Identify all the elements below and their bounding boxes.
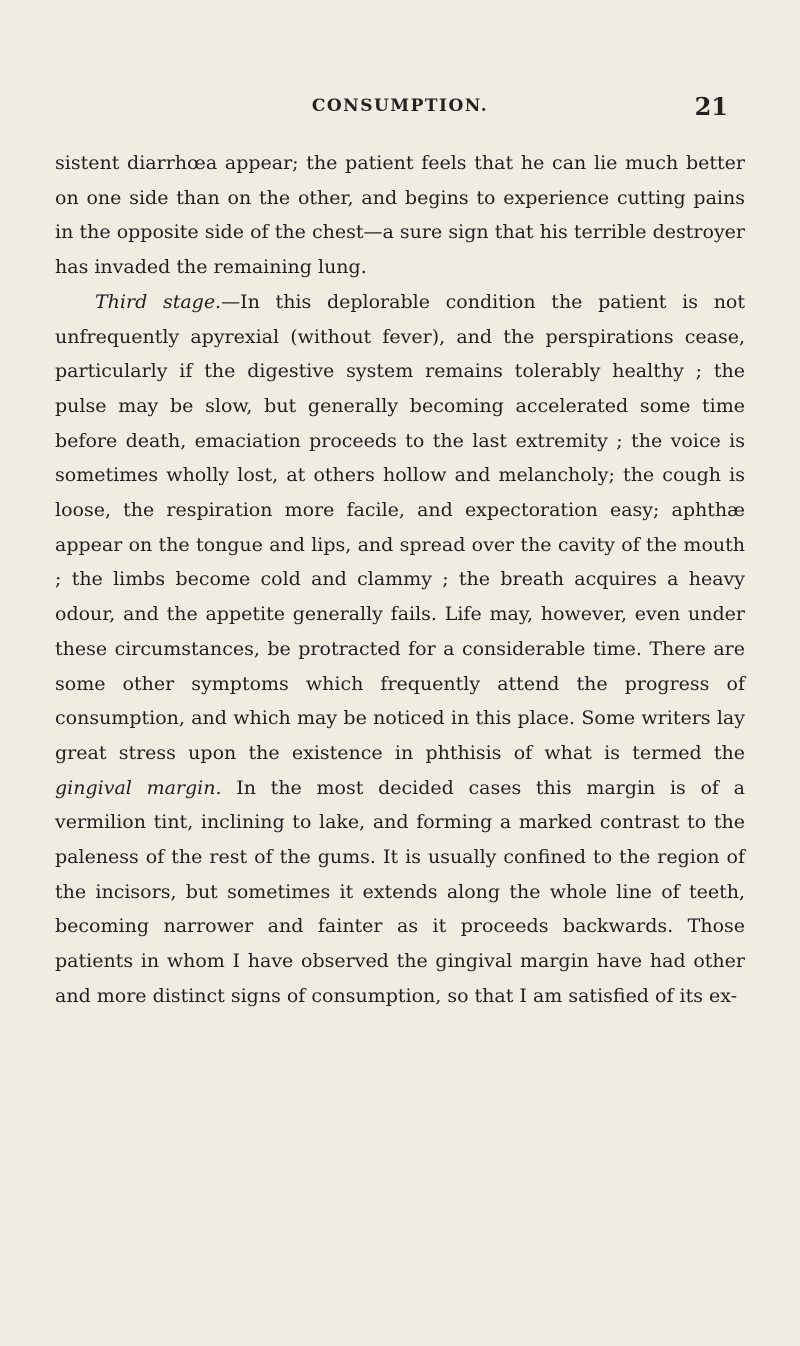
gingival-margin-term: gingival margin. <box>55 776 222 799</box>
body-text <box>55 146 745 1014</box>
page-number: 21 <box>694 92 728 121</box>
paragraph-third-stage <box>55 285 745 1014</box>
page-header <box>0 92 800 122</box>
paragraph-text-part-2: In the most decided cases this margin is of a vermilion tint, inclining to lake, and forming a marked contrast to the paleness of the rest of the gums. It is usually confined to the region of the incisors, but sometimes it extends along the whole line of teeth, becoming narrower and fainter as it proceeds backwards. Those patients in whom I have observed the gingival margin have had other and more distinct signs of consumption, so that I am satisfied of its ex- <box>55 776 745 1007</box>
third-stage-heading: Third stage. <box>95 290 222 313</box>
paragraph-continued: sistent diarrhœa appear; the patient feels that he can lie much better on one side than on the other, and begins to experience cutting pains in the opposite side of the chest—a sure sign that his terrible destroyer has invaded the remaining lung. <box>55 152 745 279</box>
running-head: CONSUMPTION. <box>311 96 489 116</box>
paragraph-text-part-1: —In this deplorable condition the patient is not unfrequently apyrexial (without fever), and the perspirations cease, particularly if the digestive system remains tolerably healthy ; the pulse may be slow, but generally becoming accelerated some time before death, emaciation proceeds to the last extremity ; the voice is sometimes wholly lost, at others hollow and melancholy; the cough is loose, the respiration more facile, and expectoration easy; aphthæ appear on the tongue and lips, and spread over the cavity of the mouth ; the limbs become cold and clammy ; the breath acquires a heavy odour, and the appetite generally fails. Life may, however, even under these circumstances, be protracted for a considerable time. There are some other symptoms which frequently attend the progress of consumption, and which may be noticed in this place. Some writers lay great stress upon the existence in phthisis of what is termed the <box>55 290 745 764</box>
